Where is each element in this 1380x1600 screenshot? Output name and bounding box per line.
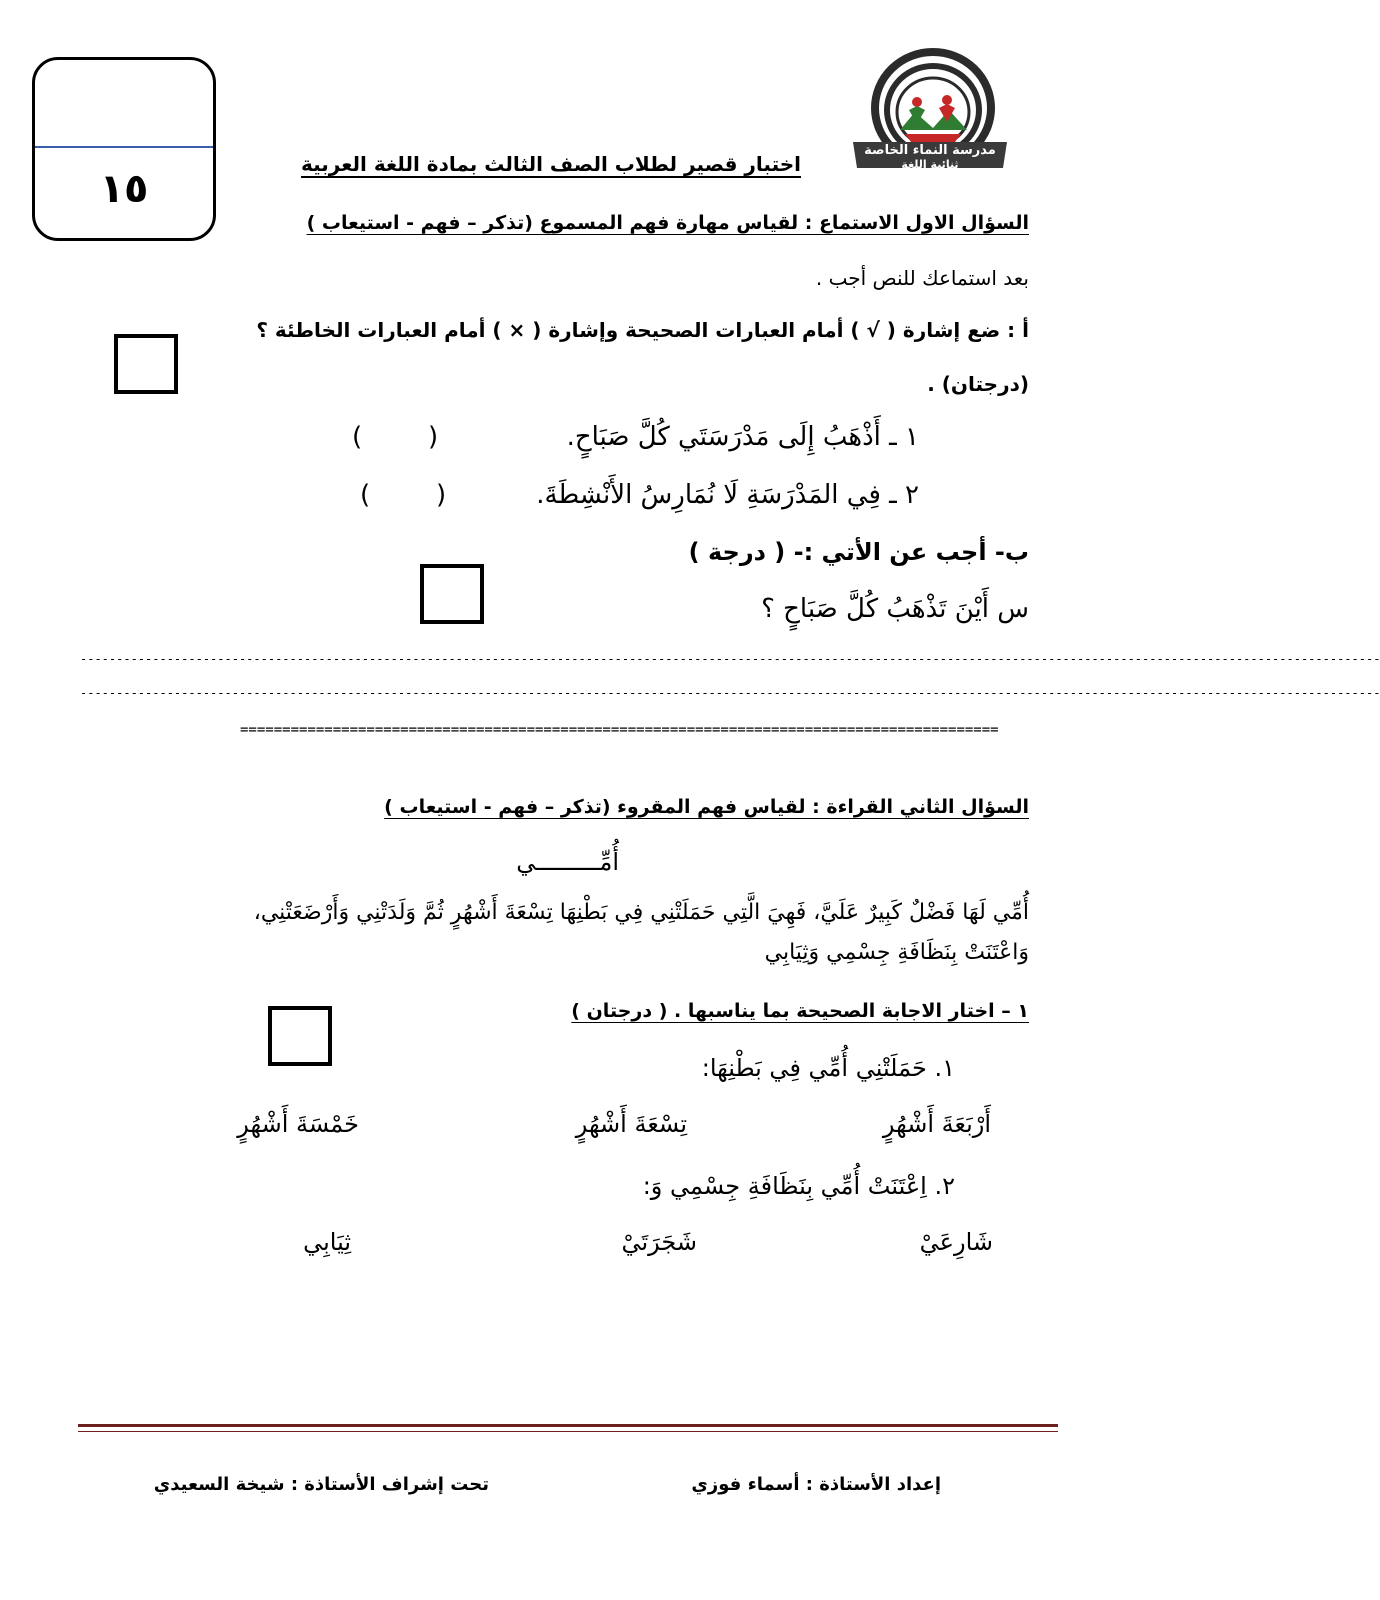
q2-item-2-option-1[interactable]: شَارِعَيْ — [919, 1228, 993, 1256]
score-box — [32, 57, 216, 241]
footer-rule-thin — [78, 1431, 1058, 1432]
footer-rule-thick — [78, 1424, 1058, 1427]
q1-partB-score-box — [420, 564, 484, 624]
q1-partB-heading: ب- أجب عن الأتي :- ( درجة ) — [688, 538, 1029, 566]
statement-2-answer-paren-left: ( — [360, 480, 371, 510]
q1-intro: بعد استماعك للنص أجب . — [815, 266, 1029, 290]
logo-subtitle: ثنائية اللغة — [901, 158, 959, 171]
q2-task: ١ – اختار الاجابة الصحيحة بما يناسبها . ( درجتان ) — [571, 1000, 1029, 1022]
q1-partA-score-box — [114, 334, 178, 394]
passage-line-2: وَاعْتَنَتْ بِنَظَافَةِ جِسْمِي وَثِيَابِي — [764, 940, 1029, 965]
passage-title: أُمِّـــــــــي — [516, 848, 619, 876]
q1-heading: السؤال الاول الاستماع : لقياس مهارة فهم المسموع (تذكر – فهم - استيعاب ) — [306, 212, 1029, 234]
q2-heading: السؤال الثاني القراءة : لقياس فهم المقروء (تذكر – فهم - استيعاب ) — [384, 796, 1029, 818]
q1-partA-instruction: أ : ضع إشارة ( √ ) أمام العبارات الصحيحة وإشارة ( × ) أمام العبارات الخاطئة ؟ — [256, 318, 1029, 342]
statement-1: ١ ـ أَذْهَبُ إِلَى مَدْرَسَتَي كُلَّ صَبَاحٍ. — [566, 422, 919, 452]
q1-partA-marks: (درجتان) . — [927, 372, 1029, 396]
logo-school-name: مدرسة النماء الخاصة — [864, 143, 996, 158]
q2-item-1-stem: ١. حَمَلَتْنِي أُمِّي فِي بَطْنِهَا: — [701, 1054, 955, 1082]
score-value: ١٥ — [99, 166, 149, 212]
answer-line-2[interactable]: ------------------------------------------------------------------------------------------------------------------------------------------------------------------------------------ — [80, 686, 1380, 700]
school-logo — [845, 50, 1015, 180]
q2-score-box — [268, 1006, 332, 1066]
q1-partB-question: س أَيْنَ تَذْهَبُ كُلَّ صَبَاحٍ ؟ — [761, 594, 1029, 624]
q2-item-1-option-2[interactable]: تِسْعَةَ أَشْهُرٍ — [575, 1110, 687, 1138]
answer-line-1[interactable]: ------------------------------------------------------------------------------------------------------------------------------------------------------------------------------------ — [80, 652, 1380, 666]
q2-item-2-option-3[interactable]: ثِيَابِي — [303, 1228, 351, 1256]
q2-item-2-stem: ٢. اِعْتَنَتْ أُمِّي بِنَظَافَةِ جِسْمِي وَ: — [642, 1172, 955, 1200]
statement-2-answer-paren-right[interactable]: ) — [436, 480, 447, 510]
footer-supervised-by: تحت إشراف الأستاذة : شيخة السعيدي — [153, 1474, 489, 1495]
q2-item-2-option-2[interactable]: شَجَرَتَيْ — [621, 1228, 697, 1256]
statement-1-answer-paren-right[interactable]: ) — [428, 422, 439, 452]
footer-prepared-by: إعداد الأستاذة : أسماء فوزي — [691, 1474, 941, 1495]
passage-line-1: أُمِّي لَهَا فَضْلٌ كَبِيرٌ عَلَيَّ، فَهِيَ الَّتِي حَمَلَتْنِي فِي بَطْنِهَا تِسْعَةَ أَشْهُرٍ ثُمَّ وَلَدَتْنِي وَأَرْضَعَتْنِي، — [253, 900, 1029, 925]
statement-2: ٢ ـ فِي المَدْرَسَةِ لَا نُمَارِسُ الأَنْشِطَةَ. — [536, 480, 919, 510]
section-separator: ========================================================================================== — [240, 722, 999, 738]
q2-item-1-option-3[interactable]: خَمْسَةَ أَشْهُرٍ — [237, 1110, 359, 1138]
q2-item-1-option-1[interactable]: أَرْبَعَةَ أَشْهُرٍ — [882, 1110, 991, 1138]
statement-1-answer-paren-left: ( — [352, 422, 363, 452]
score-divider — [35, 146, 213, 148]
page-title: اختبار قصير لطلاب الصف الثالث بمادة اللغة العربية — [301, 152, 801, 176]
